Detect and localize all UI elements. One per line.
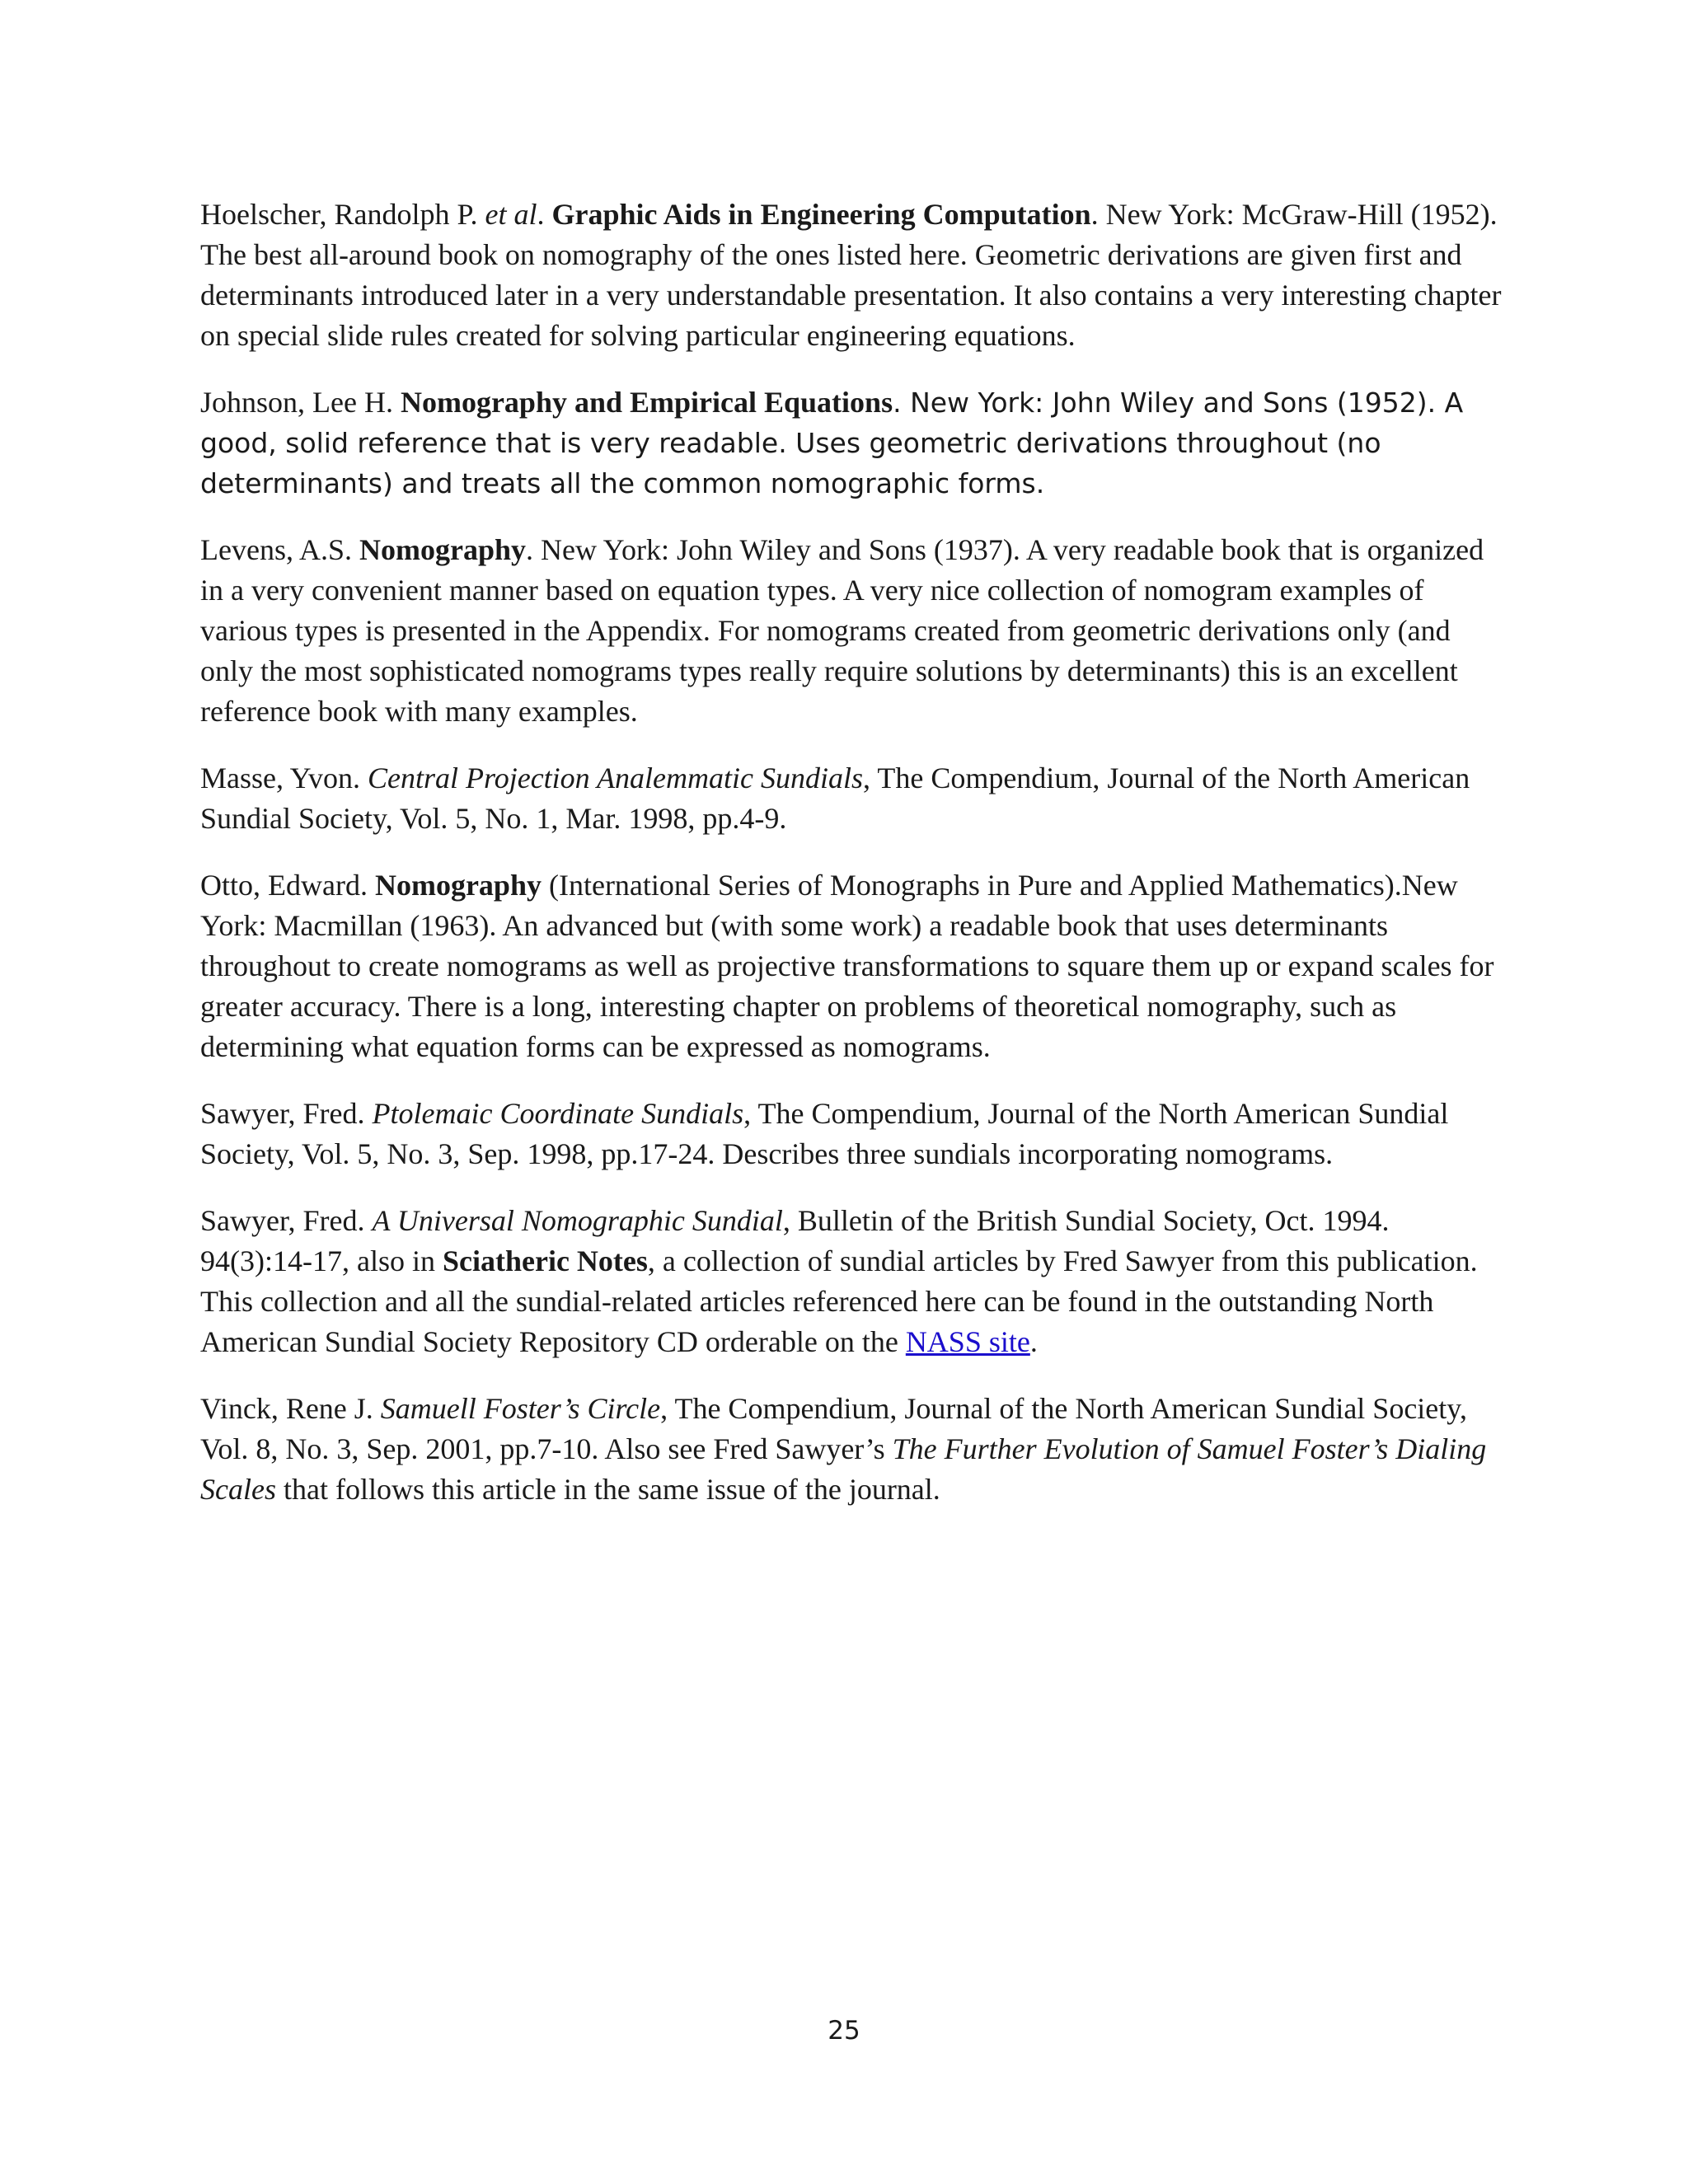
reference-separator: . xyxy=(537,198,552,231)
reference-title: Nomography xyxy=(359,533,527,566)
reference-collection-title: Sciatheric Notes xyxy=(442,1244,648,1277)
reference-author: Johnson, Lee H. xyxy=(200,386,401,419)
reference-detail: , Bulletin of the British Sundial Society, Oct. 1994. 94(3):14-17, also in xyxy=(200,1204,1390,1277)
reference-end-punctuation: . xyxy=(1029,1325,1038,1358)
reference-description: . New York: McGraw-Hill (1952). The best all-around book on nomography of the ones listed here. Geometric derivations are given first and determinants introduced later in a very understandable presentation. It also contains a very interesting chapter on special slide rules created for solving particular engineering equations. xyxy=(200,198,1502,352)
reference-author: Levens, A.S. xyxy=(200,533,359,566)
page-number: 25 xyxy=(828,2016,860,2046)
reference-author: Hoelscher, Randolph P. xyxy=(200,198,485,231)
reference-vinck xyxy=(200,1389,1503,1510)
reference-title: Graphic Aids in Engineering Computation xyxy=(551,198,1091,231)
reference-levens xyxy=(200,530,1503,732)
reference-author: Masse, Yvon. xyxy=(200,762,368,794)
reference-johnson xyxy=(200,382,1503,504)
reference-author: Vinck, Rene J. xyxy=(200,1392,381,1425)
reference-sawyer-ptolemaic xyxy=(200,1094,1503,1174)
reference-related-title: The Further Evolution of Samuel Foster’s Dialing Scales xyxy=(200,1432,1487,1506)
reference-description: , a collection of sundial articles by Fred Sawyer from this publication. This collection and all the sundial-related articles referenced here can be found in the outstanding North American Sundial Society Repository CD orderable on the xyxy=(200,1244,1478,1358)
bibliography-list xyxy=(200,194,1503,1536)
reference-description: , The Compendium, Journal of the North American Sundial Society, Vol. 5, No. 1, Mar. 1998, pp.4-9. xyxy=(200,762,1470,835)
reference-title: Nomography xyxy=(374,869,542,902)
reference-title: Samuell Foster’s Circle xyxy=(380,1392,661,1425)
reference-description: that follows this article in the same issue of the journal. xyxy=(275,1473,940,1506)
reference-title: Central Projection Analemmatic Sundials xyxy=(368,762,863,794)
reference-author: Otto, Edward. xyxy=(200,869,375,902)
reference-description: . New York: John Wiley and Sons (1937). A very readable book that is organized in a very convenient manner based on equation types. A very nice collection of nomogram examples of various types is presented in the Appendix. For nomograms created from geometric derivations only (and only the most sophisticated nomograms types really require solutions by determinants) this is an excellent reference book with many examples. xyxy=(200,533,1484,728)
reference-otto xyxy=(200,865,1503,1067)
reference-masse xyxy=(200,758,1503,839)
reference-description: . New York: John Wiley and Sons (1952). A good, solid reference that is very readable. Uses geometric derivations throughout (no determinants) and treats all the common nomographic forms. xyxy=(200,387,1464,499)
reference-hoelscher xyxy=(200,194,1503,356)
nass-site-link[interactable]: NASS site xyxy=(905,1325,1030,1358)
reference-title: Nomography and Empirical Equations xyxy=(400,386,893,419)
reference-author: Sawyer, Fred. xyxy=(200,1097,373,1130)
reference-title: A Universal Nomographic Sundial xyxy=(372,1204,783,1237)
reference-detail: , The Compendium, Journal of the North American Sundial Society, Vol. 8, No. 3, Sep. 2001, pp.7-10. Also see Fred Sawyer’s xyxy=(200,1392,1467,1465)
reference-title: Ptolemaic Coordinate Sundials xyxy=(372,1097,744,1130)
reference-et-al: et al xyxy=(485,198,537,231)
reference-author: Sawyer, Fred. xyxy=(200,1204,373,1237)
reference-sawyer-universal xyxy=(200,1201,1503,1362)
reference-description: , The Compendium, Journal of the North American Sundial Society, Vol. 5, No. 3, Sep. 1998, pp.17-24. Describes three sundials incorporating nomograms. xyxy=(200,1097,1449,1170)
reference-description: (International Series of Monographs in Pure and Applied Mathematics).New York: Macmillan (1963). An advanced but (with some work) a readable book that uses determinants throughout to create nomograms as well as projective transformations to square them up or expand scales for greater accuracy. There is a long, interesting chapter on problems of theoretical nomography, such as determining what equation forms can be expressed as nomograms. xyxy=(200,869,1494,1063)
